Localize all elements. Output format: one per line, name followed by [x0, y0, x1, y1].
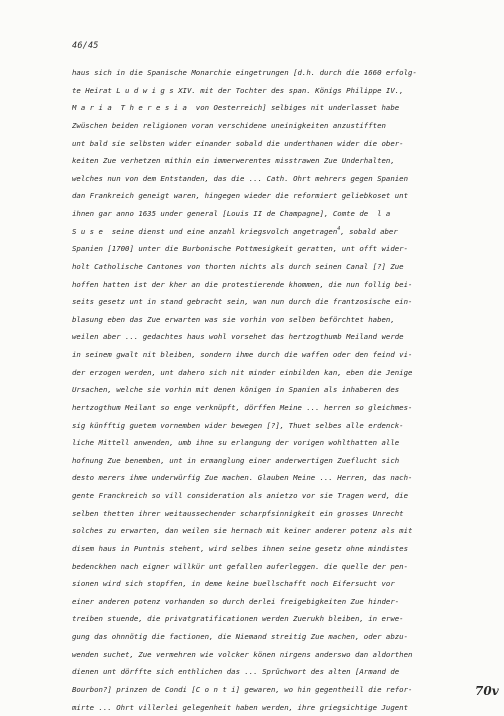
text-line-4: Zwüschen beiden religionen voran verschidene uneinigkeiten anzustifften — [72, 117, 492, 135]
text-line-12: holt Catholische Cantones von thorten nichts als durch seinen Canal [?] Zue — [72, 258, 492, 276]
text-line-34: wenden suchet, Zue vermehren wie volcker könen nirgens anderswo dan aldorthen — [72, 646, 492, 664]
text-line-33: gung das ohnnötig die factionen, die Niemand streitig Zue machen, oder abzu- — [72, 628, 492, 646]
text-line-23: hofnung Zue benemben, unt in ermanglung einer anderwertigen Zueflucht sich — [72, 452, 492, 470]
text-line-24: desto merers ihme underwürfig Zue machen. Glauben Meine ... Herren, das nach- — [72, 469, 492, 487]
text-line-8: dan Frankreich geneigt waren, hingegen wieder die reformiert geliebkoset unt — [72, 187, 492, 205]
text-line-10-end: , sobald aber — [340, 227, 397, 236]
text-line-7: welches nun von dem Entstanden, das die ... Cath. Ohrt mehrers gegen Spanien — [72, 170, 492, 188]
text-line-13: hoffen hatten ist der kher an die protestierende khommen, die nun follig bei- — [72, 276, 492, 294]
text-line-25: gente Franckreich so vill consideration als anietzo vor sie Tragen werd, die — [72, 487, 492, 505]
text-line-3: M a r i a T h e r e s i a von Oesterreich] selbiges nit underlasset habe — [72, 99, 492, 117]
text-line-31: einer anderen potenz vorhanden so durch derlei freigebigkeiten Zue hinder- — [72, 593, 492, 611]
page-number: 46/45 — [72, 41, 99, 51]
text-line-5: unt bald sie selbsten wider einander sobald die underthanen wider die ober- — [72, 135, 492, 153]
folio-number: 70v — [475, 684, 499, 698]
text-line-10-start: S u s e seine dienst und eine anzahl kriegsvolch angetragen — [72, 227, 337, 236]
text-line-21: sig künfftig guetem vornemben wider bewegen [?], Thuet selbes alle erdenck- — [72, 417, 492, 435]
text-line-26: selben thetten ihrer weitaussechender scharpfsinnigkeit ein grosses Unrecht — [72, 505, 492, 523]
text-line-22: liche Mittell anwenden, umb ihne su erlangung der vorigen wohlthatten alle — [72, 434, 492, 452]
text-line-14: seits gesetz unt in stand gebracht sein, wan nun durch die frantzosische ein- — [72, 293, 492, 311]
text-line-2: te Heirat L u d w i g s XIV. mit der Tochter des span. Königs Philippe IV., — [72, 82, 492, 100]
text-line-35: dienen unt dörffte sich enthlichen das ... Sprüchwort des alten [Armand de — [72, 663, 492, 681]
text-line-15: blasung eben das Zue erwarten was sie vorhin von selben beförchtet haben, — [72, 311, 492, 329]
text-line-37: mirte ... Ohrt villerlei gelegenheit haben werden, ihre griegsichtige Jugent — [72, 699, 492, 716]
text-line-36: Bourbon?] prinzen de Condi [C o n t i] gewaren, wo hin gegentheill die refor- — [72, 681, 492, 699]
text-line-18: der erzogen werden, unt dahero sich nit minder einbilden kan, eben die Jenige — [72, 364, 492, 382]
text-line-28: disem haus in Puntnis stehent, wird selbes ihnen seine gesetz ohne mindistes — [72, 540, 492, 558]
footnote-mark: 4 — [337, 226, 340, 232]
text-line-11: Spanien [1700] unter die Burbonische Pottmesigkeit geratten, unt offt wider- — [72, 240, 492, 258]
text-line-16: weilen aber ... gedachtes haus wohl vorsehet das hertzogthumb Meiland werde — [72, 328, 492, 346]
text-line-9: ihnen gar anno 1635 under general [Louis II de Champagne], Comte de l a — [72, 205, 492, 223]
text-line-30: sionen wird sich stopffen, in deme keine buellschafft noch Eifersucht vor — [72, 575, 492, 593]
text-line-29: bedenckhen nach eigner willkür unt gefallen auferleggen. die quelle der pen- — [72, 558, 492, 576]
text-line-32: treiben stuende, die privatgratificationen werden Zuerukh bleiben, in erwe- — [72, 610, 492, 628]
text-line-19: Ursachen, welche sie vorhin mit denen königen in Spanien als inhaberen des — [72, 381, 492, 399]
text-line-10 — [72, 223, 492, 241]
text-line-27: solches zu erwarten, dan weilen sie hernach mit keiner anderer potenz als mit — [72, 522, 492, 540]
text-line-20: hertzogthum Meilant so enge verknüpft, dörffen Meine ... herren so gleichmes- — [72, 399, 492, 417]
text-line-1: haus sich in die Spanische Monarchie eingetrungen [d.h. durch die 1660 erfolg- — [72, 64, 492, 82]
text-line-17: in seinem gwalt nit bleiben, sondern ihme durch die waffen oder den feind vi- — [72, 346, 492, 364]
text-line-6: keiten Zue verhetzen mithin ein immerwerentes misstrawen Zue Underhalten, — [72, 152, 492, 170]
document-body — [72, 64, 492, 716]
